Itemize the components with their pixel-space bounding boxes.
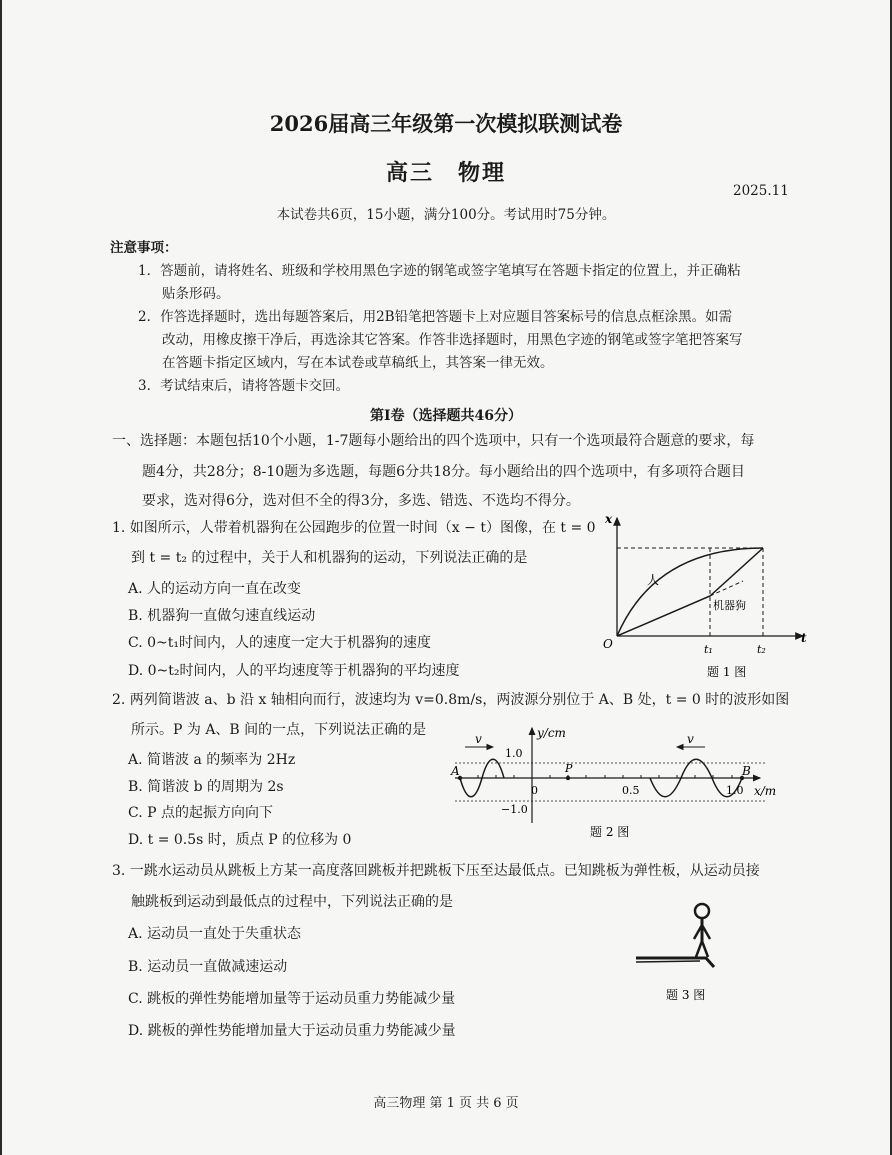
q1-label-dog: 机器狗 [713, 599, 746, 612]
note-3-line1: 3．考试结束后，请将答题卡交回。 [138, 378, 350, 394]
note-2-line1: 2．作答选择题时，选出每题答案后，用2B铅笔把答题卡上对应题目答案标号的信息点框涂黑。如需 [138, 309, 733, 325]
note-2-line3: 在答题卡指定区域内，写在本试卷或草稿纸上，其答案一律无效。 [162, 355, 554, 371]
q2-label-ymin: −1.0 [501, 803, 528, 816]
q2-point-p [566, 776, 570, 780]
q2-option-c: C. P 点的起振方向向下 [128, 805, 273, 821]
exam-title: 2026届高三年级第一次模拟联测试卷 [269, 111, 623, 136]
q2-label-p: P [565, 762, 573, 775]
q1-caption: 题 1 图 [707, 665, 747, 679]
q1-stem-line1: 1. 如图所示，人带着机器狗在公园跑步的位置一时间（x − t）图像，在 t = 0 [112, 520, 596, 536]
q1-option-b: B. 机器狗一直做匀速直线运动 [128, 608, 316, 624]
section-instruction-line1: 一、选择题：本题包括10个小题，1-7题每小题给出的四个选项中，只有一个选项最符合题意的要求，每 [112, 433, 755, 449]
section-heading: 第Ⅰ卷（选择题共46分） [369, 408, 523, 424]
subject-title: 高三 物理 [385, 160, 506, 186]
q2-stem-line1: 2. 两列简谐波 a、b 沿 x 轴相向而行，波速均为 v=0.8m/s，两波源分别位于 A、B 处，t = 0 时的波形如图 [112, 692, 790, 708]
notes-heading: 注意事项： [110, 240, 178, 256]
q1-option-d: D. 0~t₂时间内，人的平均速度等于机器狗的平均速度 [128, 663, 460, 679]
q3-diver-head [695, 904, 709, 918]
section-instruction-line3: 要求，选对得6分，选对但不全的得3分，多选、错选、不选均不得分。 [142, 493, 580, 509]
q1-label-x: x [605, 512, 613, 526]
q1-person-curve [617, 548, 763, 636]
q1-dog-extension [710, 581, 743, 596]
exam-intro: 本试卷共6页，15小题，满分100分。考试用时75分钟。 [276, 207, 616, 223]
q3-option-a: A. 运动员一直处于失重状态 [128, 926, 302, 942]
note-2-line2: 改动，用橡皮擦干净后，再选涂其它答案。作答非选择题时，用黑色字迹的钢笔或签字笔把答案写 [162, 332, 743, 348]
q2-label-y: y/cm [537, 726, 566, 740]
q3-springboard-bent [636, 961, 700, 962]
q1-label-origin: O [603, 637, 613, 651]
exam-date: 2025.11 [733, 183, 789, 199]
q1-option-c: C. 0~t₁时间内，人的速度一定大于机器狗的速度 [128, 635, 431, 651]
page-footer: 高三物理 第 1 页 共 6 页 [373, 1096, 519, 1111]
q2-label-a: A [451, 764, 460, 778]
q3-caption: 题 3 图 [666, 988, 706, 1002]
q3-diver-leg-left [696, 941, 702, 957]
q1-stem-line2: 到 t = t₂ 的过程中，关于人和机器狗的运动，下列说法正确的是 [131, 550, 528, 566]
q3-option-b: B. 运动员一直做减速运动 [128, 959, 288, 975]
q3-option-d: D. 跳板的弹性势能增加量大于运动员重力势能减少量 [128, 1023, 456, 1039]
q2-label-xend: 1.0 [726, 784, 744, 797]
q1-label-t1: t₁ [704, 643, 713, 656]
q1-label-t2: t₂ [757, 643, 766, 656]
q3-option-c: C. 跳板的弹性势能增加量等于运动员重力势能减少量 [128, 991, 456, 1007]
q2-label-b: B [742, 764, 751, 778]
section-instruction-line2: 题4分，共28分；8-10题为多选题，每题6分共18分。每小题给出的四个选项中，有多项符合题目 [142, 464, 745, 480]
q2-label-x: x/m [754, 784, 777, 798]
q3-diver-figure [630, 895, 740, 1005]
q2-option-d: D. t = 0.5s 时，质点 P 的位移为 0 [128, 832, 352, 848]
q2-option-b: B. 简谐波 b 的周期为 2s [128, 779, 284, 795]
q2-label-v-left: v [475, 732, 482, 746]
q3-diver-leg-right [702, 941, 708, 957]
q1-label-person: 人 [647, 573, 660, 587]
q2-stem-line2: 所示。P 为 A、B 间的一点，下列说法正确的是 [131, 722, 427, 738]
q1-label-t: t [801, 631, 807, 645]
q3-stem-line2: 触跳板到运动到最低点的过程中，下列说法正确的是 [131, 894, 453, 910]
q2-label-xmid: 0.5 [622, 784, 640, 797]
q1-option-a: A. 人的运动方向一直在改变 [128, 581, 302, 597]
note-1-line1: 1．答题前，请将姓名、班级和学校用黑色字迹的钢笔或签字笔填写在答题卡指定的位置上，并正确粘 [138, 263, 741, 279]
q2-label-ymax: 1.0 [505, 747, 523, 760]
q2-option-a: A. 简谐波 a 的频率为 2Hz [128, 752, 296, 768]
q1-xt-graph [595, 508, 825, 683]
q2-caption: 题 2 图 [590, 825, 630, 839]
q2-wave-graph [445, 723, 795, 843]
note-1-line2: 贴条形码。 [162, 286, 230, 302]
q3-stem-line1: 3. 一跳水运动员从跳板上方某一高度落回跳板并把跳板下压至达最低点。已知跳板为弹性板，从运动员接 [112, 863, 760, 879]
q2-label-zero: 0 [531, 784, 538, 797]
q2-label-v-right: v [687, 732, 694, 746]
